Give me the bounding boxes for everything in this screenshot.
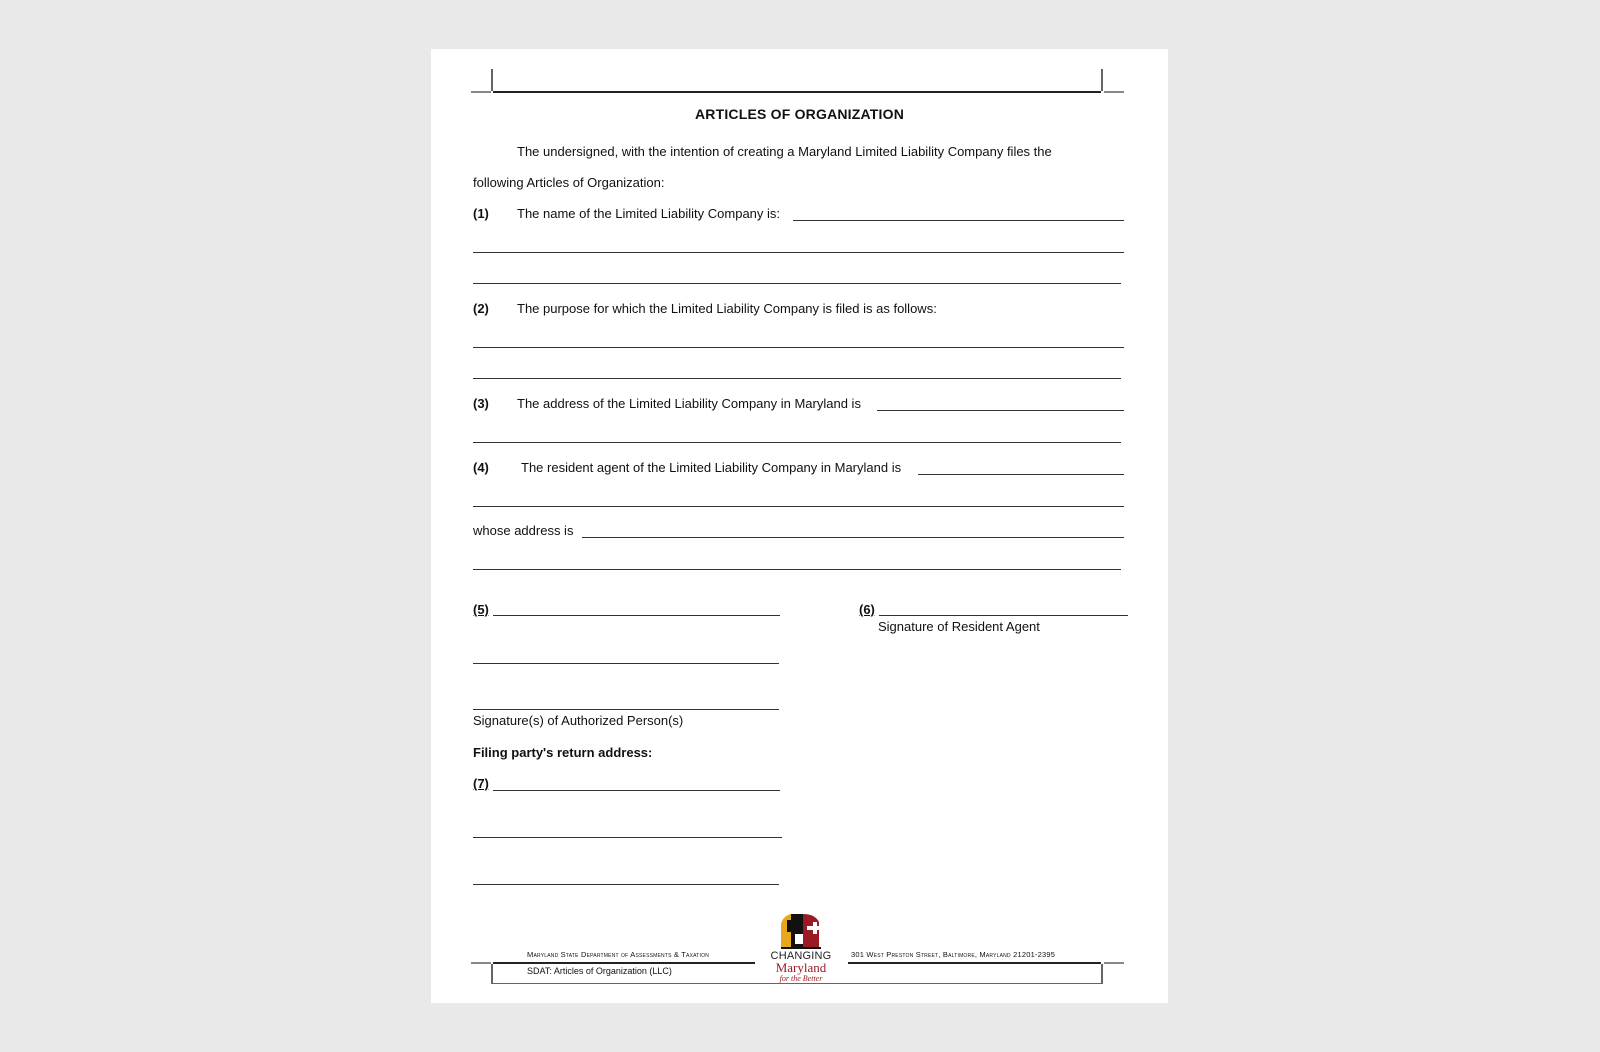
intro-line-1: The undersigned, with the intention of creating a Maryland Limited Liability Company files the (517, 144, 1052, 159)
item-1-number: (1) (473, 206, 489, 221)
form-title: ARTICLES OF ORGANIZATION (694, 106, 905, 122)
company-address-field-2[interactable] (473, 442, 1121, 443)
resident-agent-field-2[interactable] (473, 506, 1124, 507)
company-name-field-2[interactable] (473, 252, 1124, 253)
authorized-signature-field-2[interactable] (473, 663, 779, 664)
top-rule (493, 91, 1101, 93)
logo-for-the-better: for the Better (779, 974, 823, 983)
bottom-rule-left (493, 962, 755, 964)
logo-maryland: Maryland (775, 960, 827, 975)
item-3-label: The address of the Limited Liability Company in Maryland is (517, 396, 861, 411)
purpose-field-2[interactable] (473, 378, 1121, 379)
purpose-field-1[interactable] (473, 347, 1124, 348)
whose-address-label: whose address is (473, 523, 574, 538)
company-address-field-1[interactable] (877, 410, 1124, 411)
intro-line-2: following Articles of Organization: (473, 175, 665, 190)
document-page (431, 49, 1168, 1003)
return-address-field-3[interactable] (473, 884, 779, 885)
company-name-field-3[interactable] (473, 283, 1121, 284)
item-2-number: (2) (473, 301, 489, 316)
footer-department: Maryland State Department of Assessments & Taxation (527, 950, 710, 959)
item-6-number: (6) (859, 602, 875, 617)
bottom-right-vertical-mark (1101, 964, 1103, 984)
item-1-label: The name of the Limited Liability Company is: (517, 206, 781, 221)
resident-agent-field-1[interactable] (918, 474, 1124, 475)
return-address-field-2[interactable] (473, 837, 782, 838)
top-right-crop-mark (1104, 91, 1124, 93)
agent-address-field-1[interactable] (582, 537, 1124, 538)
return-address-field-1[interactable] (493, 790, 780, 791)
resident-agent-signature-label: Signature of Resident Agent (878, 619, 1040, 634)
item-5-number: (5) (473, 602, 489, 617)
item-4-label: The resident agent of the Limited Liability Company in Maryland is (521, 460, 902, 475)
top-left-crop-mark (471, 91, 491, 93)
footer-form-name: SDAT: Articles of Organization (LLC) (527, 966, 672, 976)
bottom-base-rule (493, 983, 1101, 984)
logo-changing: CHANGING (770, 950, 832, 962)
item-2-label: The purpose for which the Limited Liability Company is filed is as follows: (517, 301, 937, 316)
return-address-heading: Filing party's return address: (473, 745, 653, 760)
top-left-vertical-mark (491, 69, 493, 91)
authorized-signature-field-1[interactable] (493, 615, 780, 616)
resident-agent-signature-field[interactable] (879, 615, 1128, 616)
bottom-right-crop-mark (1104, 962, 1124, 964)
agent-address-field-2[interactable] (473, 569, 1121, 570)
item-4-number: (4) (473, 460, 489, 475)
company-name-field-1[interactable] (793, 220, 1124, 221)
bottom-left-vertical-mark (491, 964, 493, 984)
maryland-logo (751, 910, 851, 1002)
bottom-left-crop-mark (471, 962, 491, 964)
maryland-flag-icon (751, 910, 851, 952)
authorized-signature-label: Signature(s) of Authorized Person(s) (473, 713, 684, 728)
item-3-number: (3) (473, 396, 489, 411)
footer-address: 301 West Preston Street, Baltimore, Maryland 21201-2395 (851, 950, 1056, 959)
top-right-vertical-mark (1101, 69, 1103, 91)
bottom-rule-right (848, 962, 1101, 964)
item-7-number: (7) (473, 776, 489, 791)
authorized-signature-field-3[interactable] (473, 709, 779, 710)
